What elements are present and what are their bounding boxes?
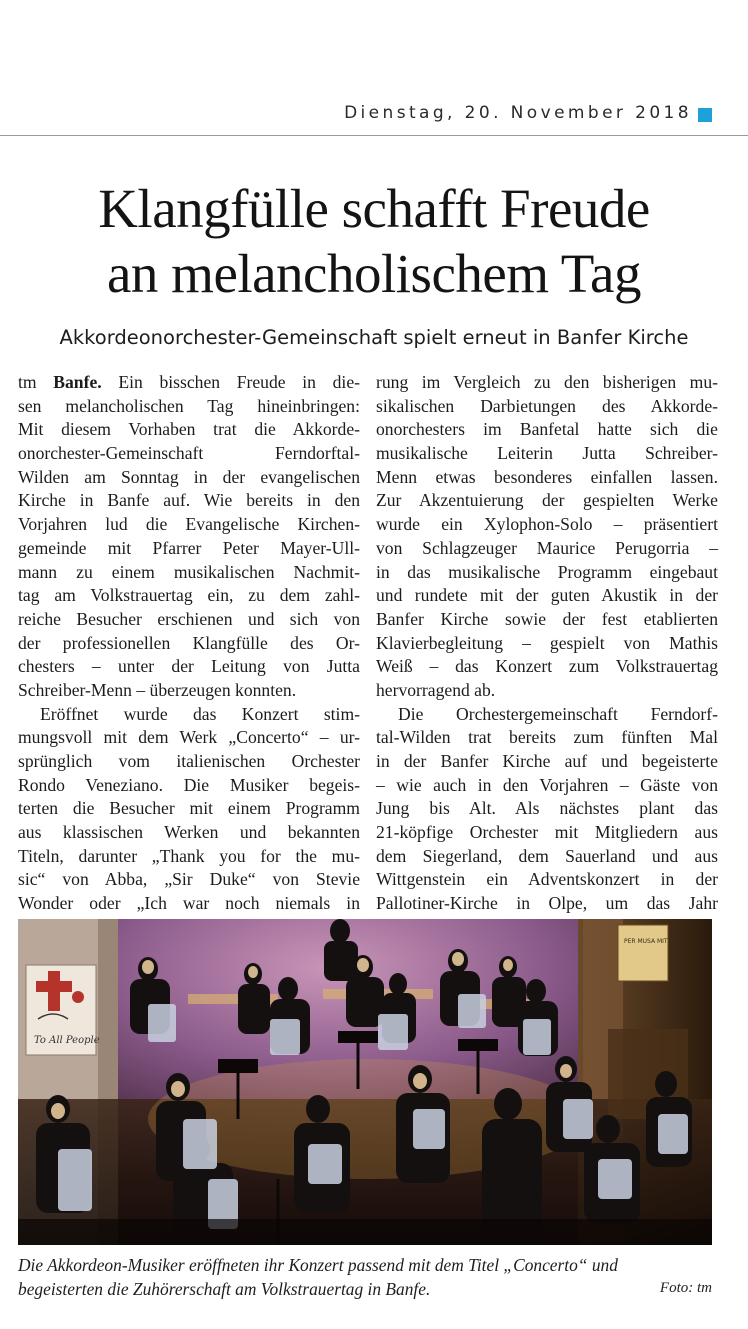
wall-artwork-text: To All People — [34, 1035, 100, 1046]
byline-place: Banfe. — [53, 372, 102, 392]
headline-line-2: an melancholischem Tag — [107, 243, 641, 304]
article-line: – wie auch in den Vorjahren – Gäste von — [376, 774, 718, 795]
article-line: Kirche in Banfe auf. Wie bereits in den — [18, 490, 360, 511]
article-line: Banfer Kirche sowie der fest etablierten — [376, 608, 718, 629]
article-line: chesters – unter der Leitung von Jutta — [18, 656, 360, 677]
article-line: 21-köpfige Orchester mit Mitgliedern aus — [376, 822, 718, 843]
article-line: Wittgenstein ein Adventskonzert in der — [376, 869, 718, 890]
article-line: rung im Vergleich zu den bisherigen mu- — [376, 372, 718, 392]
article-line: gemeinde mit Pfarrer Peter Mayer-Ull- — [18, 537, 360, 558]
article-column-left — [18, 371, 360, 940]
article-line: sic“ von Abba, „Sir Duke“ von Stevie — [18, 869, 360, 890]
byline-author: tm — [18, 372, 37, 392]
poster-text: PER MUSA MIT MUSIK — [624, 938, 689, 945]
article-photo — [18, 919, 712, 1245]
headline — [0, 176, 748, 306]
article-line: sprünglich vom italienischen Orchester — [18, 751, 360, 771]
photo-caption — [18, 1253, 712, 1301]
article-line — [18, 371, 360, 395]
article-line: aus klassischen Werken und bekannten — [18, 822, 360, 843]
headline-line-1: Klangfülle schafft Freude — [98, 178, 650, 239]
article-line: und rundete mit der guten Akustik in der — [376, 585, 718, 606]
article-line: sikalischen Darbietungen des Akkorde- — [376, 395, 718, 416]
header-rule — [0, 135, 748, 136]
article-column-right — [376, 371, 718, 940]
article-line: in der Banfer Kirche auf und begeisterte — [376, 751, 718, 771]
article-line: mann zu einem musikalischen Nachmit- — [18, 561, 360, 582]
article-line: Rondo Veneziano. Die Musiker begeis- — [18, 774, 360, 795]
photo-credit: Foto: tm — [659, 1280, 712, 1296]
article-line: Jung bis Alt. Als nächstes plant das — [376, 798, 718, 819]
article-line: Schreiber-Menn – überzeugen konnten. — [18, 679, 297, 700]
article-line: Wonder oder „Ich war noch niemals in — [18, 893, 360, 914]
article-line: Mit diesem Vorhaben trat die Akkorde- — [18, 419, 360, 440]
article-line: mungsvoll mit dem Werk „Concerto“ – ur- — [18, 727, 360, 748]
article-line: Menn etwas besonderes einfallen lassen. — [376, 466, 718, 487]
article-line: Klavierbegleitung – gespielt von Mathis — [376, 632, 718, 653]
article-line: wurde ein Xylophon-Solo – präsentiert — [376, 514, 718, 535]
article-line: onorchester-Gemeinschaft Ferndorftal- — [18, 443, 360, 464]
article-line: Zur Akzentuierung der gespielten Werke — [376, 490, 718, 511]
article-line-text: Ein bisschen Freude in die- — [118, 372, 360, 392]
article-line: von Schlagzeuger Maurice Perugorria – — [376, 537, 718, 558]
article-line: dem Siegerland, dem Sauerland und aus — [376, 845, 718, 866]
caption-line-2: begeisterten die Zuhörerschaft am Volkstrauertag in Banfe. — [18, 1279, 431, 1299]
article-line: Titeln, darunter „Thank you for the mu- — [18, 845, 360, 866]
dateline-accent-square — [698, 108, 712, 122]
article-line: der professionellen Klangfülle des Or- — [18, 632, 360, 653]
article-line: Vorjahren lud die Evangelische Kirchen- — [18, 514, 360, 535]
article-line: musikalische Leiterin Jutta Schreiber- — [376, 443, 718, 464]
article-line: in das musikalische Programm eingebaut — [376, 561, 718, 582]
dateline: Dienstag, 20. November 2018 — [344, 103, 692, 123]
article-line: Die Orchestergemeinschaft Ferndorf- — [398, 703, 718, 724]
article-line: Wilden am Sonntag in der evangelischen — [18, 466, 360, 487]
subheadline: Akkordeonorchester-Gemeinschaft spielt erneut in Banfer Kirche — [59, 326, 689, 349]
article-line: onorchesters im Banfetal hatte sich die — [376, 419, 718, 440]
article-line: sen melancholischen Tag hineinbringen: — [18, 395, 360, 416]
article-line: Eröffnet wurde das Konzert stim- — [40, 703, 360, 724]
article-line: reiche Besucher erschienen und sich von — [18, 608, 360, 629]
article-line: hervorragend ab. — [376, 679, 496, 700]
caption-line-1: Die Akkordeon-Musiker eröffneten ihr Konzert passend mit dem Titel „Concerto“ und — [18, 1255, 618, 1275]
wall-artwork — [26, 965, 100, 1055]
article-line: tal-Wilden trat bereits zum fünften Mal — [376, 727, 718, 748]
article-line: Weiß – das Konzert zum Volkstrauertag — [376, 656, 718, 677]
article-line: terten die Besucher mit einem Programm — [18, 798, 360, 819]
article-line: tag am Volkstrauertag ein, zu dem zahl- — [18, 585, 360, 606]
article-line: Pallotiner-Kirche in Olpe, um das Jahr — [376, 893, 718, 914]
